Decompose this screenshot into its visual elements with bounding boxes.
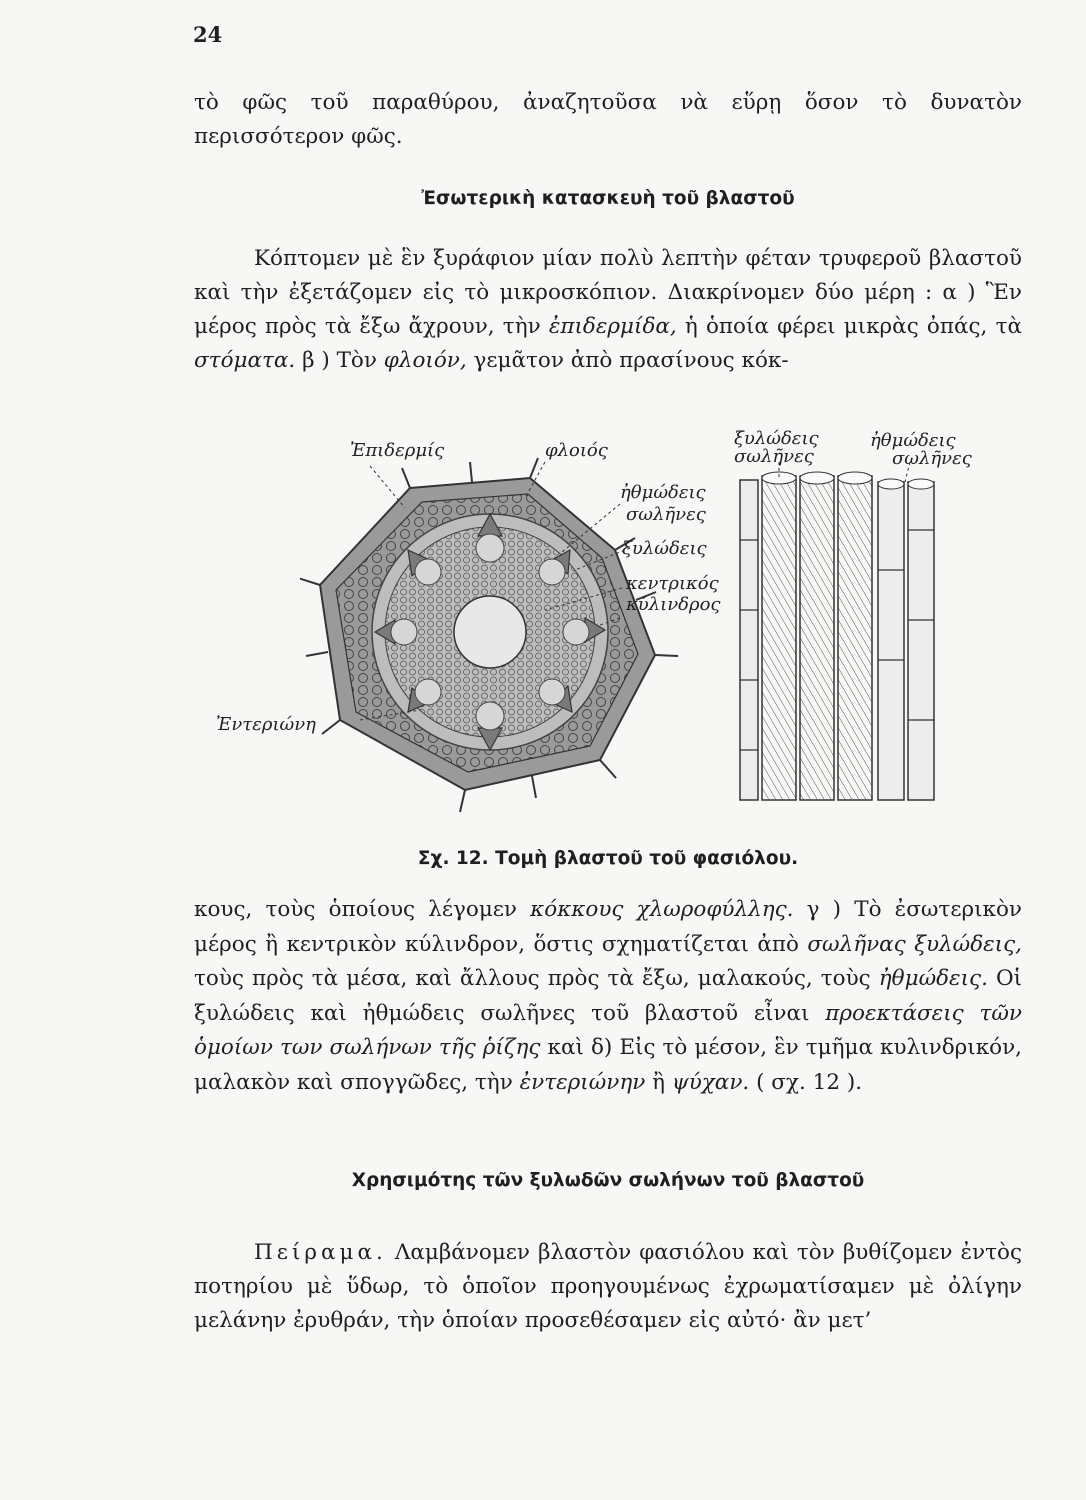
label-xylem-top-1: ξυλώδεις [734,428,819,449]
label-central-cylinder-2: κύλινδρος [626,594,721,615]
label-xylem-top-2: σωλῆνες [734,446,814,467]
stem-illustration [300,420,1000,820]
section-heading-stem-structure: Ἐσωτερικὴ κατασκευὴ τοῦ βλαστοῦ [421,188,795,209]
label-phloem-top-1: ἠθμώδεις [870,430,956,451]
label-pith: Ἐντεριώνη [216,714,316,735]
figure-caption: Σχ. 12. Τομὴ βλαστοῦ τοῦ φασιόλου. [417,848,799,869]
page-number: 24 [193,22,223,47]
longitudinal-tubes [740,472,934,800]
paragraph-experiment: Πείραμα. Λαμβάνομεν βλαστὸν φασιόλου καὶ τὸν βυθίζομεν ἐντὸς ποτηρίου μὲ ὕδωρ, τὸ ὁποῖον προηγουμένως ἐχρωματίσαμεν μὲ ὀλίγην μελάνην ἐρυθράν, τὴν ὁποίαν προσεθέσαμεν εἰς αὐτό· ἂν μετ’ [194,1240,1022,1333]
paragraph-after-figure: κους, τοὺς ὁποίους λέγομεν κόκκους χλωροφύλλης. γ ) Τὸ ἐσωτερικὸν μέρος ἢ κεντρικὸν κύλινδρον, ὅστις σχηματίζεται ἀπὸ σωλῆνας ξυλώδεις, τοὺς πρὸς τὰ μέσα, καὶ ἄλλους πρὸς τὰ ἔξω, μαλακούς, τοὺς ἠθμώδεις. Οἱ ξυλώδεις καὶ ἠθμώδεις σωλῆνες τοῦ βλαστοῦ εἶναι προεκτάσεις τῶν ὁμοίων των σωλήνων τῆς ῥίζης καὶ δ) Εἰς τὸ μέσον, ἓν τμῆμα κυλινδρικόν, μαλακὸν καὶ σπογγῶδες, τὴν ἐντεριώνην ἢ ψύχαν. ( σχ. 12 ). [194,897,1023,1095]
label-phloem-side-1: ἠθμώδεις [620,482,706,503]
stem-section-figure [216,420,1000,820]
label-phloem-top-2: σωλῆνες [892,448,972,469]
label-epidermis: Ἐπιδερμίς [350,440,445,461]
section-heading-xylem-use: Χρησιμότης τῶν ξυλωδῶν σωλήνων τοῦ βλαστοῦ [351,1170,865,1191]
label-xylem-side: ξυλώδεις [622,538,707,559]
paragraph-top: τὸ φῶς τοῦ παραθύρου, ἀναζητοῦσα νὰ εὕρῃ ὅσον τὸ δυνατὸν περισσότερον φῶς. [194,90,1022,149]
label-central-cylinder-1: κεντρικός [626,573,719,594]
label-phloem-side-2: σωλῆνες [626,504,706,525]
paragraph-intro: Κόπτομεν μὲ ἓν ξυράφιον μίαν πολὺ λεπτὴν φέταν τρυφεροῦ βλαστοῦ καὶ τὴν ἐξετάζομεν εἰς τὸ μικροσκόπιον. Διακρίνομεν δύο μέρη : α ) Ἓν μέρος πρὸς τὰ ἔξω ἄχρουν, τὴν ἐπιδερμίδα, ἡ ὁποία φέρει μικρὰς ὀπάς, τὰ στόματα. β ) Τὸν φλοιόν, γεμᾶτον ἀπὸ πρασίνους κόκ- [194,246,1022,373]
stem-cross-section [300,458,678,812]
label-phloios: φλοιός [545,440,608,461]
